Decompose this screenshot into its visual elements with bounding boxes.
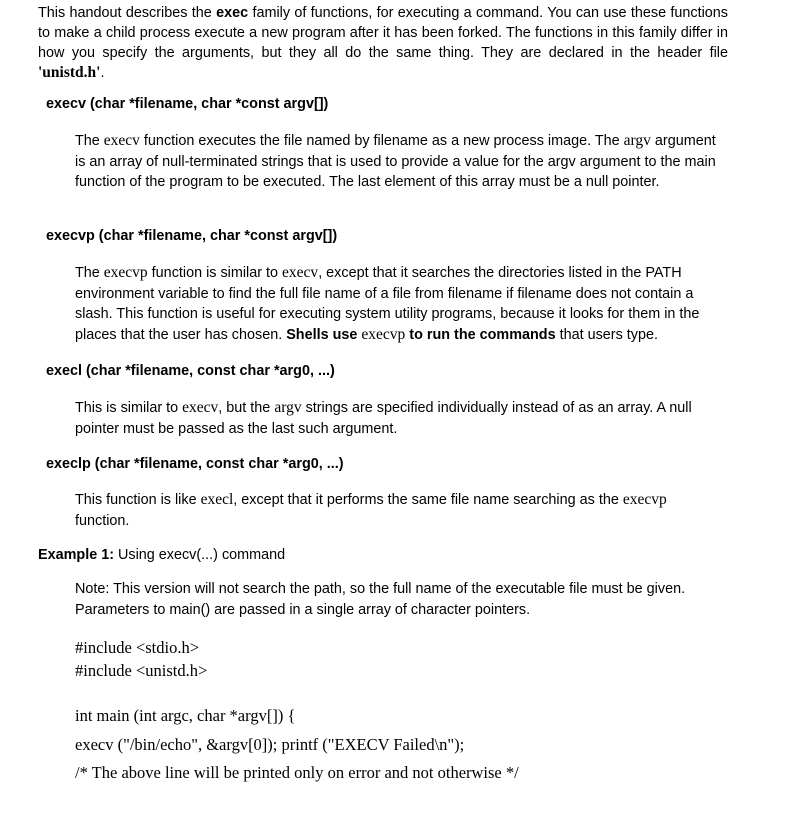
execvp-desc-2: function is similar to — [147, 265, 283, 281]
execvp-signature: execvp (char *filename, char *const argv[]) — [46, 228, 338, 244]
execl-signature: execl (char *filename, const char *arg0, ...) — [46, 363, 335, 379]
intro-text-2: family of functions, for executing a command. You can use these functions to make a child process execute a new program after it has been forked. The functions in this family differ in how you specify the arguments, but they all do the same thing. They are declared in the header file — [38, 5, 729, 61]
execv-desc-3: argument is an array of null-terminated strings that is used to provide a value for the argv argument to the main function of the program to be executed. The last element of this array must be a null pointer. — [75, 133, 716, 191]
example-label: Example 1: — [38, 547, 114, 563]
execvp-desc-4: that users type. — [555, 327, 658, 344]
execvp-bold-1: Shells use — [286, 327, 362, 344]
execlp-desc-1: This function is like — [75, 492, 201, 508]
execl-desc-3: strings are specified individually instead of as an array. A null pointer must be passed as the last such argument. — [75, 400, 692, 437]
execv-code-1: execv — [103, 132, 140, 149]
execlp-signature: execlp (char *filename, const char *arg0, ...) — [46, 456, 344, 472]
execv-description — [75, 131, 725, 193]
execlp-code-2: execvp — [622, 491, 667, 508]
execlp-code-1: execl — [200, 491, 234, 508]
intro-text: This handout describes the — [38, 5, 217, 21]
example-heading — [38, 547, 285, 563]
execv-desc-1: The — [75, 133, 104, 149]
execl-code-1: execv — [182, 399, 219, 416]
code-line-2: #include <unistd.h> — [75, 661, 208, 680]
execv-desc-2: function executes the file named by filename as a new process image. The — [139, 133, 624, 149]
execvp-desc-1: The — [75, 265, 104, 281]
code-line-5: /* The above line will be printed only on error and not otherwise */ — [75, 763, 519, 782]
execlp-desc-2: , except that it performs the same file name searching as the — [233, 492, 623, 508]
execvp-description — [75, 263, 725, 346]
code-line-3: int main (int argc, char *argv[]) { — [75, 706, 296, 725]
execv-signature: execv (char *filename, char *const argv[]) — [46, 96, 329, 112]
intro-end: . — [100, 65, 105, 81]
execvp-code-3: execvp — [361, 326, 406, 344]
example-text: Using execv(...) command — [114, 547, 286, 563]
execl-description — [75, 398, 725, 439]
execvp-desc-3: , except that it searches the directories listed in the PATH environment variable to find the full file name of a file from filename if filename does not contain a slash. This function is useful for executing system utility programs, because it looks for them in the places that the user has chosen. — [75, 265, 700, 344]
code-line-1: #include <stdio.h> — [75, 638, 200, 657]
example-note: Note: This version will not search the path, so the full name of the executable file must be given. Parameters to main() are passed in a single array of character pointers. — [75, 581, 686, 618]
execvp-bold-2: to run the commands — [405, 327, 556, 344]
code-line-4: execv ("/bin/echo", &argv[0]); printf ("EXECV Failed\n"); — [75, 735, 465, 754]
execvp-code-1: execvp — [103, 264, 148, 281]
intro-bold-word: exec — [216, 5, 249, 21]
execl-desc-1: This is similar to — [75, 400, 183, 416]
execvp-code-2: execv — [282, 264, 319, 281]
intro-paragraph — [38, 3, 728, 83]
execv-code-2: argv — [623, 132, 651, 149]
execl-desc-2: , but the — [218, 400, 275, 416]
execlp-desc-3: function. — [75, 512, 130, 529]
execl-code-2: argv — [274, 399, 302, 416]
header-file-name: 'unistd.h' — [38, 64, 101, 81]
execlp-description — [75, 490, 725, 531]
